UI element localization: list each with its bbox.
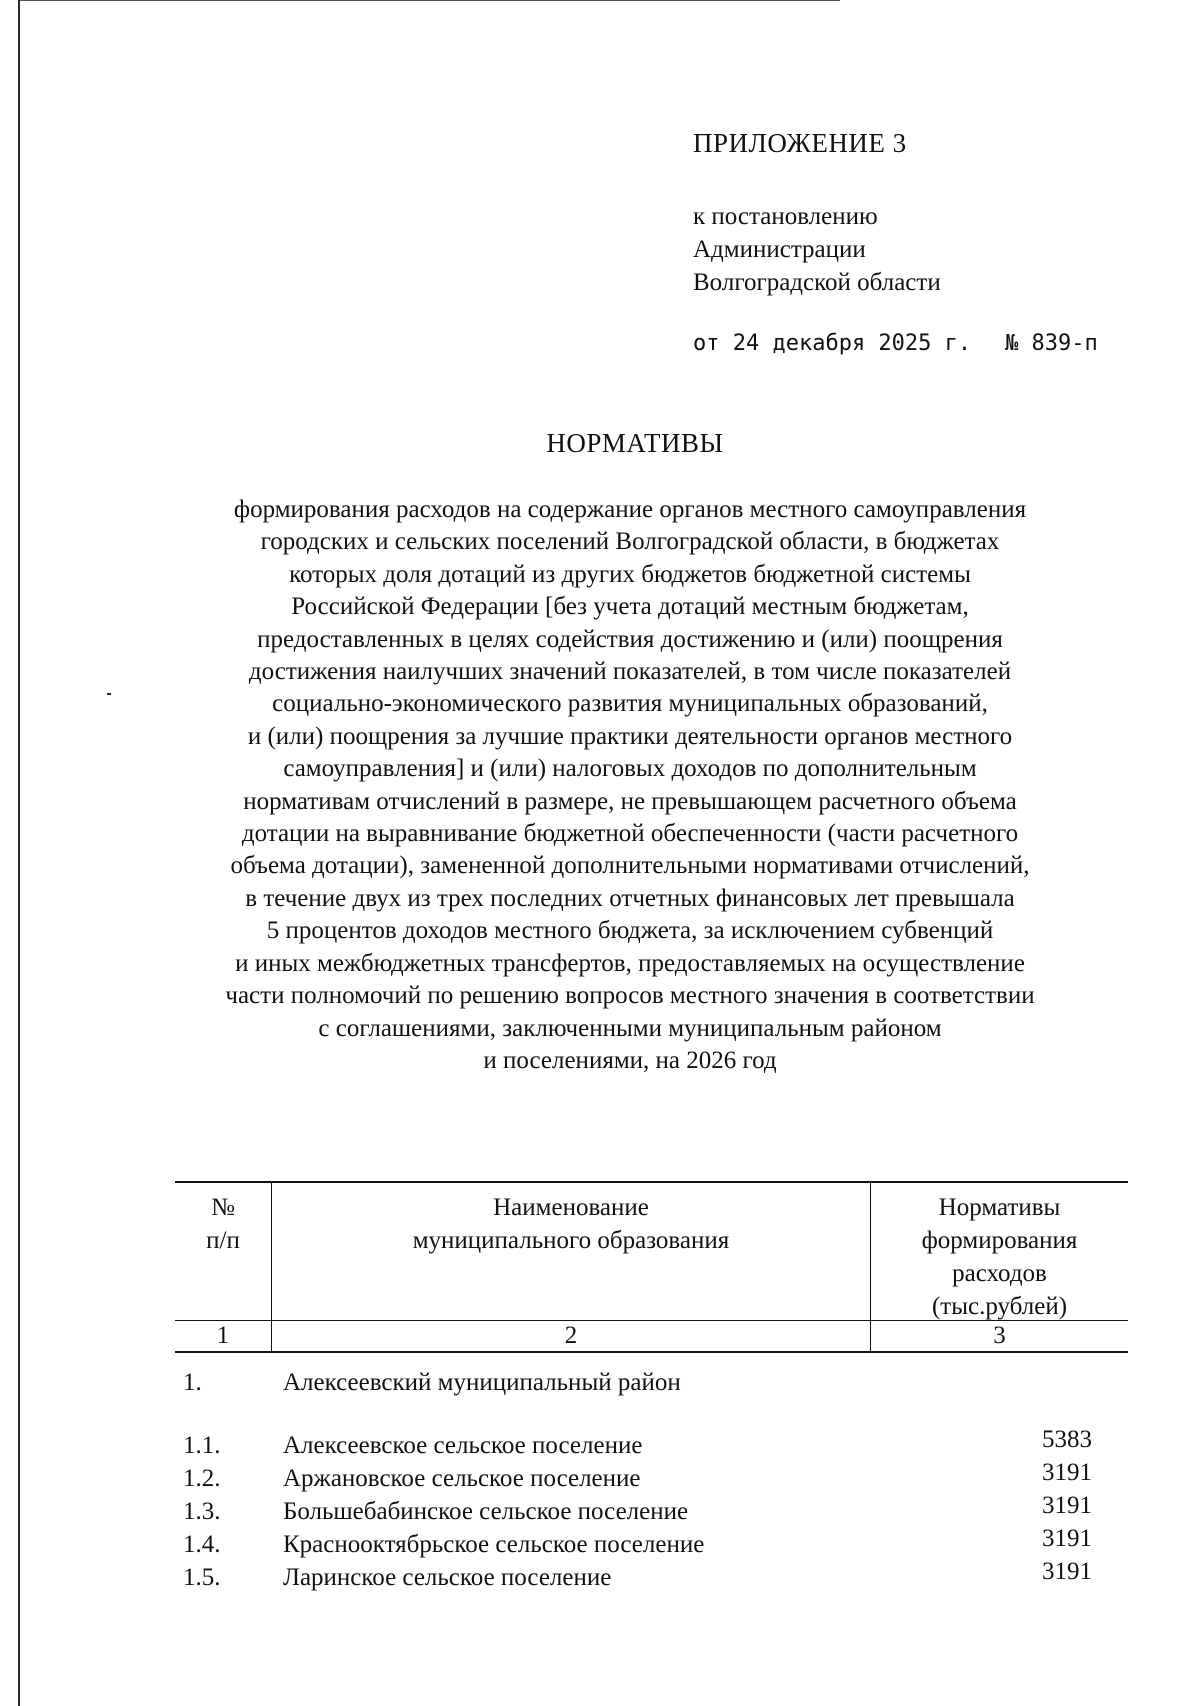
row-name: Краснооктябрьское сельское поселение xyxy=(283,1531,705,1558)
decree-date: от 24 декабря 2025 г. xyxy=(693,331,972,356)
header-cell-name: Наименование муниципального образования xyxy=(412,1194,730,1254)
row-number: 1.4. xyxy=(183,1531,221,1558)
document-title: НОРМАТИВЫ xyxy=(546,428,724,458)
row-name: Алексеевское сельское поселение xyxy=(283,1432,643,1459)
table-row xyxy=(0,1426,1200,1463)
scan-top-edge xyxy=(20,0,840,1)
row-number: 1. xyxy=(183,1369,202,1396)
row-name: Ларинское сельское поселение xyxy=(283,1564,612,1591)
row-number: 1.5. xyxy=(183,1564,221,1591)
decree-dateline xyxy=(693,331,1098,356)
column-number-3: 3 xyxy=(993,1322,1006,1349)
table-row xyxy=(0,1525,1200,1562)
row-name: Аржановское сельское поселение xyxy=(283,1465,641,1492)
column-number-2: 2 xyxy=(564,1322,578,1349)
scan-speck xyxy=(107,693,111,695)
table-header xyxy=(175,1181,1128,1353)
table-row xyxy=(0,1459,1200,1496)
row-value: 3191 xyxy=(1042,1492,1092,1519)
row-value: 3191 xyxy=(1042,1525,1092,1552)
row-name: Большебабинское сельское поселение xyxy=(283,1498,689,1525)
row-name: Алексеевский муниципальный район xyxy=(283,1369,681,1396)
row-number: 1.2. xyxy=(183,1465,221,1492)
header-cell-norms: Нормативы формирования расходов (тыс.рублей) xyxy=(921,1194,1078,1320)
row-number: 1.3. xyxy=(183,1498,221,1525)
table-row xyxy=(0,1558,1200,1595)
document-subtitle: формирования расходов на содержание органов местного самоуправления городских и сельских поселений Волгоградской области, в бюджетах которых доля дотаций из других бюджетов бюджетной системы Российской Федерации [без учета дотаций местным бюджетам, предоставленных в целях содействия достижению и (или) поощрения достижения наилучших значений показателей, в том числе показателей социально-экономического развития муниципальных образований, и (или) поощрения за лучшие практики деятельности органов местного самоуправления] и (или) налоговых доходов по дополнительным нормативам отчислений в размере, не превышающем расчетного объема дотации на выравнивание бюджетной обеспеченности (части расчетного объема дотации), замененной дополнительными нормативами отчислений, в течение двух из трех последних отчетных финансовых лет превышала 5 процентов доходов местного бюджета, за исключением субвенций и иных межбюджетных трансфертов, предоставляемых на осуществление части полномочий по решению вопросов местного значения в соответствии с соглашениями, заключенными муниципальным районом и поселениями, на 2026 год xyxy=(225,496,1035,1074)
header-cell-number: № п/п xyxy=(206,1194,240,1254)
row-value: 3191 xyxy=(1042,1459,1092,1486)
reference-line: Волгоградской области xyxy=(693,269,941,296)
column-number-1: 1 xyxy=(216,1322,230,1349)
reference-line: Администрации xyxy=(693,236,866,263)
table-row xyxy=(0,1492,1200,1529)
reference-line: к постановлению xyxy=(693,203,878,230)
appendix-label: ПРИЛОЖЕНИЕ 3 xyxy=(693,128,907,158)
row-value: 3191 xyxy=(1042,1558,1092,1585)
table-row xyxy=(0,1366,1200,1400)
decree-number: № 839-п xyxy=(1005,331,1098,356)
row-number: 1.1. xyxy=(183,1432,221,1459)
row-value: 5383 xyxy=(1042,1426,1092,1453)
appendix-reference xyxy=(693,200,941,299)
